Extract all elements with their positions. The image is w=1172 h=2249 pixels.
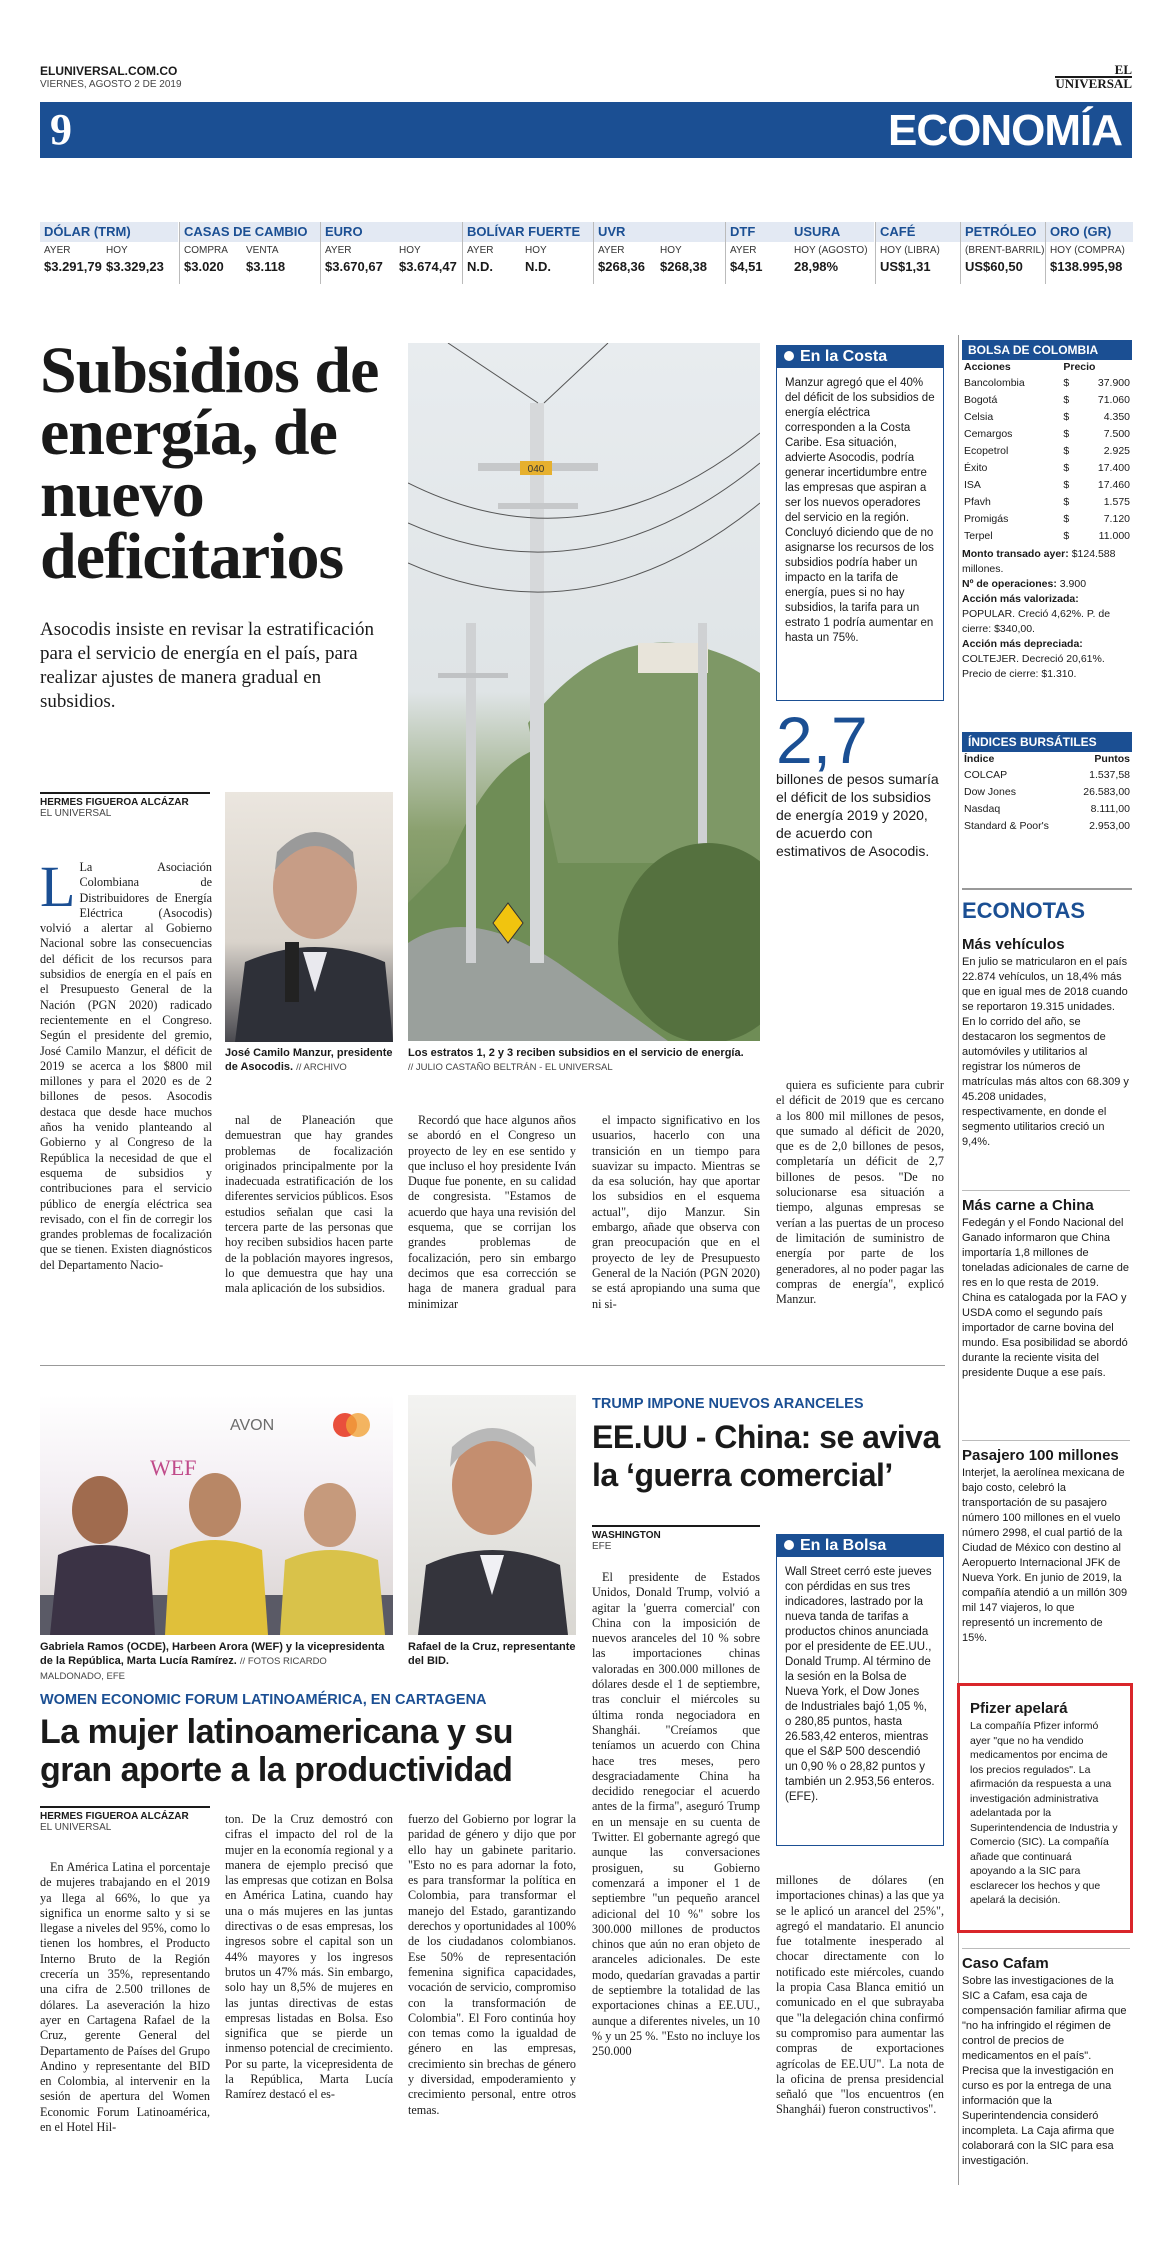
pole-label: 040 [527, 464, 545, 475]
portrait-caption: José Camilo Manzur, presidente de Asocodis. // ARCHIVO [225, 1047, 393, 1073]
bolsa-box: En la Bolsa Wall Street cerró este jueves con pérdidas en sus tres indicadores, lastrado por la nueva tanda de tarifas a productos chinos anunciada por el presidente de EE.UU., Donald Trump. Al término de la sesión en la Bolsa de Nueva York, el Dow Jones de Industriales bajó 1,05 %, o 280,85 puntos, hasta 26.583,42 enteros, mientras que el S&P 500 descendió un 0,90 % o 28,82 puntos y también un 2.953,56 enteros. (EFE). [776, 1534, 944, 1846]
note-carne: Más carne a China Fedegán y el Fondo Nacional del Ganado informaron que China importaría 1,8 millones de toneladas adicionales de carne de res en lo que resta de 2019. China es catalogada por la FAO y USDA como el segundo país importador de carne bovina del mundo. Esa posibilidad se abordó durante la reciente visita del presidente Duque a ese país. [962, 1190, 1130, 1381]
market-casas-cambio: CASAS DE CAMBIO COMPRA VENTA $3.020 $3.118 [179, 222, 320, 284]
panel-illustration [40, 1395, 393, 1635]
note-pasajero: Pasajero 100 millones Interjet, la aerolínea mexicana de bajo costo, celebró la transportación de su pasajero número 100 millones en el vuelo número 2998, el cual partió de la Ciudad de México con destino al Aeropuerto Internacional JFK de Nueva York. En junio de 2019, la compañía atendió a un millón 309 mil 147 viajeros, lo que representó un incremento de 15%. [962, 1440, 1130, 1646]
lead-column-1: L La Asociación Colombiana de Distribuidores de Energía Eléctrica (Asocodis) volvió a alertar al Gobierno Nacional sobre las consecuencias del déficit de los recursos para subsidios de energía en el país en el Presupuesto General de la Nación (PGN 2020) radicado recientemente en el Congreso. Según el presidente del gremio, José Camilo Manzur, el déficit de 2019 se acerca a los $800 mil millones y para el 2020 es de 2 billones de pesos. Asocodis destaca que desde hace muchos años ha venido planteando al Gobierno y al Congreso de la República la necesidad de que el esquema de subsidios y contribuciones para el servicio público de energía eléctrica sea revisado, con el fin de corregir los grandes problemas de focalización que se tienen. Existen diagnósticos del Departamento Nacio- [40, 854, 212, 1272]
banner-brand: WEF [150, 1455, 197, 1480]
drop-cap: L [40, 854, 76, 919]
section-title: ECONOMÍA [888, 106, 1122, 155]
manzur-portrait [225, 792, 393, 1042]
wef-column-1: En América Latina el porcentaje de mujeres trabajando en el 2019 ya llega al 66%, lo que ya significa un enorme salto y si se llegase a niveles del 95%, como lo tienen los hombres, el Producto Interno Bruto de la Región crecería un 35%, representando una cifra de 2.500 trillones de dólares. La aseveración la hizo ayer en Cartagena Rafael de la Cruz, gerente General del Departamento de Países del Grupo Andino y representante del BID en Colombia, al intervenir en la sesión de apertura del Women Economic Forum Latinoamérica, en el Hotel Hil- [40, 1860, 210, 2135]
wef-column-2: ton. De la Cruz demostró con cifras el impacto del rol de la mujer en la economía regional y a manera de ejemplo precisó que las empresas que cotizan en Bolsa en América Latina, cuando hay una o más mujeres en las juntas directivas o de esas empresas, los ingresos sobre el capital son un 44% mayores y los ingresos brutos un 47% más. Sin embargo, solo hay un 8,5% de mujeres en las juntas directivas de estas empresas listadas en Bolsa. Eso significa que se pierde un inmenso potencial de crecimiento. Por su parte, la vicepresidenta de la República, Marta Lucía Ramírez destacó el es- [225, 1812, 393, 2102]
econotas-title: ECONOTAS [962, 898, 1086, 923]
costa-box: En la Costa Manzur agregó que el 40% del déficit de los subsidios de energía eléctrica corresponden a la Costa Caribe. Esa situación, advierte Asocodis, podría generar incertidumbre entre las empresas que aspiran a ser los nuevos operadores del servicio en la región. Concluyó diciendo que de no asignarse los recursos de los subsidios podría haber un impacto en la tarifa de energía, pues si no hay subsidios, la tarifa para un estrato 1 podría aumentar en hasta un 75%. [776, 345, 944, 701]
lead-column-2: nal de Planeación que demuestran que hay grandes problemas de focalización originados principalmente por la inadecuada estratificación de los diferentes servicios públicos. Esos estudios señalan que casi la tercera parte de las personas que hoy reciben subsidios hacen parte de la población mayores ingresos, lo que demuestra que hay una mala aplicación de los subsidios. [225, 1113, 393, 1296]
trade-column-2: millones de dólares (en importaciones chinas) a las que ya se le aplicó un arancel del 25%", agregó el mandatario. El anuncio fue totalmente inesperado al chocar directamente con lo notificado este miércoles, cuando la propia Casa Blanca emitió un comunicado en el que subrayaba que "la delegación china confirmó su compromiso para aumentar las compras de exportaciones agrícolas de EE.UU". La nota de la oficina de prensa presidencial señaló que "los encuentros (en Shanghái) fueron constructivos". [776, 1873, 944, 2117]
market-oro: ORO (GR) HOY (COMPRA) $138.995,98 [1045, 222, 1133, 284]
power-pole-illustration [408, 343, 760, 1041]
wef-byline: HERMES FIGUEROA ALCÁZAR EL UNIVERSAL [40, 1806, 210, 1833]
market-usura: USURA HOY (AGOSTO) 28,98% [790, 222, 874, 284]
indices-table: Índice Puntos COLCAP 1.537,58 Dow Jones 26.583,00 Nasdaq 8.111,00 Standard & Poor's 2.953,00 [964, 753, 1130, 832]
market-dolar: DÓLAR (TRM) AYER HOY $3.291,79 $3.329,23 [40, 222, 178, 284]
section-bar [40, 102, 1132, 158]
stat-block [776, 703, 944, 860]
bolsa-table: Acciones Precio Bancolombia $ 37.900 Bogotá $ 71.060 Celsia $ 4.350 Cemargos $ 7.500 Ecopetrol $ 2.925 Éxito $ 17.400 ISA $ 17.460 Pfavh $ 1.575 Promigás $ 7.120 Terpel $ 11.000 [964, 361, 1130, 542]
indices-bursatiles: ÍNDICES BURSÁTILES Índice Puntos COLCAP 1.537,58 Dow Jones 26.583,00 Nasdaq 8.111,00 Standard & Poor's 2.953,00 [962, 732, 1132, 834]
person-illustration [408, 1395, 576, 1635]
bolsa-colombia: BOLSA DE COLOMBIA Acciones Precio Bancolombia $ 37.900 Bogotá $ 71.060 Celsia $ 4.350 Cemargos $ 7.500 Ecopetrol $ 2.925 Éxito $ 17.400 ISA $ 17.460 Pfavh $ 1.575 Promigás $ 7.120 Terpel $ 11.000 Monto transado ayer: $124.588 millones. Nº de operaciones: 3.900 Acción más valorizada: POPULAR. Creció 4,62%. P. de cierre: $340,00. Acción más depreciada: COLTEJER. Decreció 20,61%. Precio de cierre: $1.310. [962, 340, 1132, 682]
wef-photo-caption: Gabriela Ramos (OCDE), Harbeen Arora (WEF) y la vicepresidenta de la República, Marta Lucía Ramírez. // FOTOS RICARDO MALDONADO, EFE [40, 1641, 385, 1682]
lead-byline: HERMES FIGUEROA ALCÁZAR EL UNIVERSAL [40, 792, 210, 819]
trade-headline: EE.UU - China: se aviva la ‘guerra comercial’ [592, 1419, 940, 1493]
power-lines-photo [408, 343, 760, 1041]
delacruz-caption: Rafael de la Cruz, representante del BID. [408, 1641, 576, 1667]
trade-kicker: TRUMP IMPONE NUEVOS ARANCELES [592, 1396, 864, 1412]
lead-column-5: quiera es suficiente para cubrir el déficit de 2019 que es cercano a los 800 mil millones de pesos, que sumado al déficit de 2020, que es de 2,0 billones de pesos, completaría un déficit de 2,7 billones de pesos. "De no solucionarse esa situación a tiempo, algunas empresas se verían a las puertas de un proceso de limitación de suministro de energía por parte de los generadores, al no poder pagar las compras de energía", explicó Manzur. [776, 1078, 944, 1307]
wef-kicker: WOMEN ECONOMIC FORUM LATINOAMÉRICA, EN CARTAGENA [40, 1692, 487, 1708]
sidebar-rule [962, 888, 1132, 890]
note-pfizer: Pfizer apelará La compañía Pfizer informó ayer "que no ha vendido medicamentos por encima de los precios regulados". La afirmación da respuesta a una investigación administrativa adelantada por la Superintendencia de Industria y Comercio (SIC). La compañía añade que continuará apoyando a la SIC para esclarecer los hechos y que apelará la decisión. [957, 1683, 1133, 1933]
banner-text: AVON [230, 1417, 275, 1434]
wef-column-3: fuerzo del Gobierno por lograr la paridad de género y dijo que por ello hay un gabinete paritario. "Esto no es para adornar la foto, es para transformar la política en Colombia, para transformar el manejo del Estado, garantizando derechos y oportunidades al 100% de los ciudadanos colombianos. Ese 50% de representación femenina significa capacidades, vocación de servicio, compromiso con la transformación de Colombia". El Foro continúa hoy con temas como la igualdad de género en las empresas, crecimiento sin brechas de género y diversidad, empoderamiento y crecimiento personal, entre otros temas. [408, 1812, 576, 2117]
section-divider [40, 1365, 945, 1366]
trade-column-1: El presidente de Estados Unidos, Donald Trump, volvió a agitar la 'guerra comercial' con China con la imposición de nuevos aranceles del 10 % sobre las importaciones chinas valoradas en 300.000 millones de dólares desde el 1 de septiembre, tras concluir el miércoles su última ronda negociadora en Shanghái. "Creíamos que teníamos un acuerdo con China hace tres meses, pero desgraciadamente China ha decidido renegociar el acuerdo antes de la firma", aseguró Trump en un mensaje en su cuenta de Twitter. El gobernante agregó que aunque las conversaciones prosiguen, su Gobierno comenzará a imponer el 1 de septiembre "un pequeño arancel adicional del 10 %" sobre los 300.000 millones de productos chinos que aún no eran objeto de aranceles adicionales. De este modo, quedarían gravadas a partir de septiembre la totalidad de las exportaciones chinas a EE.UU., aunque a diferentes niveles, un 10 % y un 25 %. "Esto no incluye los 250.000 [592, 1570, 760, 2059]
site-url: ELUNIVERSAL.COM.CO [40, 64, 178, 78]
delacruz-photo [408, 1395, 576, 1635]
logo-bottom: UNIVERSAL [1055, 76, 1132, 91]
market-uvr: UVR AYER HOY $268,36 $268,38 [593, 222, 725, 284]
page-number: 9 [50, 105, 72, 154]
logo-top: EL [1114, 62, 1132, 77]
market-petroleo: PETRÓLEO (BRENT-BARRIL) US$60,50 [960, 222, 1045, 284]
lead-column-3: Recordó que hace algunos años se abordó en el Congreso un proyecto de ley en ese sentido y que incluso el hoy presidente Iván Duque fue ponente, en su calidad de congresista. "Estamos de acuerdo que haya una revisión del esquema, que se corrijan los grandes problemas de focalización, pero sin embargo decimos que esa corrección se haga de manera gradual para minimizar [408, 1113, 576, 1311]
note-vehiculos: Más vehículos En julio se matricularon en el país 22.874 vehículos, un 18,4% más que en igual mes de 2018 cuando se reportaron 19.315 unidades. En lo corrido del año, se destacaron los segmentos de automóviles y utilitarios al registrar los números de matrículas más altos con 68.309 y 45.208 unidades, respectivamente, en donde el segmento utilitarios creció un 9,4%. [962, 936, 1129, 1148]
publication-date: VIERNES, AGOSTO 2 DE 2019 [40, 79, 182, 90]
photo-caption: Los estratos 1, 2 y 3 reciben subsidios en el servicio de energía. // JULIO CASTAÑO BELTRÁN - EL UNIVERSAL [408, 1047, 744, 1073]
lead-column-4: el impacto significativo en los usuarios, hacerlo con una transición en un tiempo para suavizar su impacto. Mientras se da esa solución, hay que aportar los subsidios en el esquema actual", dijo Manzur. Sin embargo, añade que observa con gran preocupación que en el proyecto de ley de Presupuesto General de la Nación (PGN 2020) se está apropiando una suma que ni si- [592, 1113, 760, 1311]
market-cafe: CAFÉ HOY (LIBRA) US$1,31 [875, 222, 960, 284]
stat-text: billones de pesos sumaría el déficit de los subsidios de energía 2019 y 2020, de acuerdo con estimativos de Asocodis. [776, 771, 939, 859]
markets-strip [40, 222, 1132, 284]
lead-subheadline: Asocodis insiste en revisar la estratificación para el servicio de energía en el país, para realizar ajustes de manera gradual en subsidios. [40, 619, 374, 712]
bolsa-summary: Monto transado ayer: $124.588 millones. Nº de operaciones: 3.900 Acción más valorizada: POPULAR. Creció 4,62%. P. de cierre: $340,00. Acción más depreciada: COLTEJER. Decreció 20,61%. Precio de cierre: $1.310. [962, 548, 1116, 680]
market-bolivar: BOLÍVAR FUERTE AYER HOY N.D. N.D. [462, 222, 593, 284]
trade-byline: WASHINGTON EFE [592, 1525, 760, 1552]
market-dtf: DTF AYER $4,51 [725, 222, 790, 284]
wef-panel-photo [40, 1395, 393, 1635]
stat-number: 2,7 [776, 703, 868, 777]
note-cafam: Caso Cafam Sobre las investigaciones de la SIC a Cafam, esa caja de compensación familiar afirma que "no ha infringido el régimen de control de precios de medicamentos en el país". Precisa que la investigación en curso es por la entrega de una información que la Superintendencia consideró incompleta. La Caja afirma que colaborará con la SIC para esa investigación. [962, 1948, 1130, 2169]
market-euro: EURO AYER HOY $3.670,67 $3.674,47 [320, 222, 462, 284]
lead-headline: Subsidios de energía, de nuevo deficitarios [40, 334, 379, 593]
wef-headline: La mujer latinoamericana y su gran aporte a la productividad [40, 1713, 514, 1789]
newspaper-logo [1055, 64, 1132, 90]
person-illustration [225, 792, 393, 1042]
